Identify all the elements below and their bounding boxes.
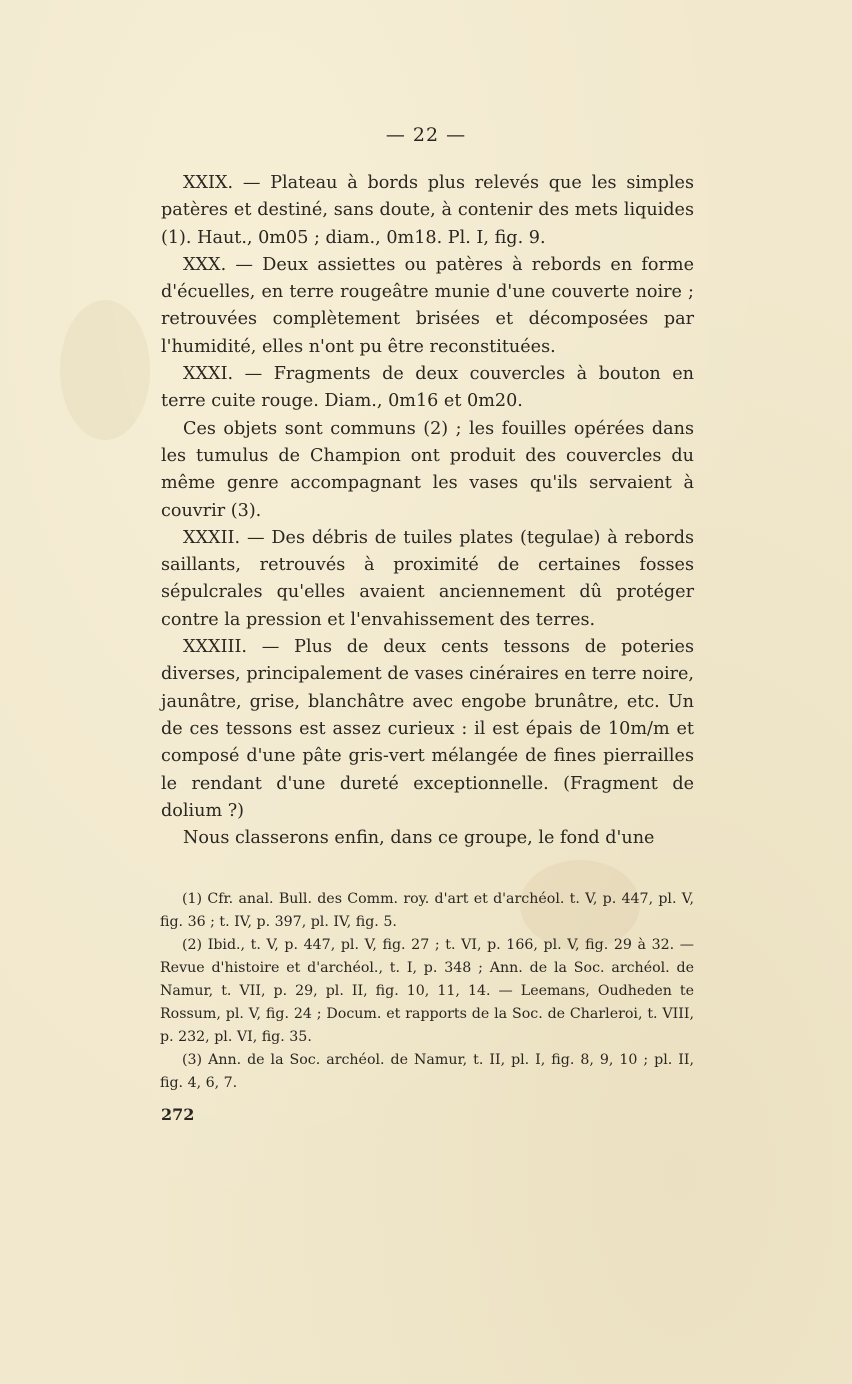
running-head: — 22 — (385, 124, 467, 146)
footnote-1-text: (1) Cfr. anal. Bull. des Comm. roy. d'art et d'archéol. t. V, p. 447, pl. V, fig. 36 ; t. IV, p. 397, pl. IV, fig. 5. (160, 891, 694, 930)
paragraph-objets: Ces objets sont communs (2) ; les fouilles opérées dans les tumulus de Champion ont produit des couvercles du même genre accompagnant les vases qu'ils servaient à couvrir (3). (161, 418, 694, 521)
paragraph-nous: Nous classerons enfin, dans ce groupe, le fond d'une (183, 828, 655, 849)
paper-stain (60, 300, 150, 440)
paragraph-xxxi: XXXI. — Fragments de deux couvercles à bouton en terre cuite rouge. Diam., 0m16 et 0m20. (161, 364, 694, 412)
signature-mark: 272 (161, 1105, 195, 1124)
paragraph-xxxiii: XXXIII. — Plus de deux cents tessons de poteries diverses, principalement de vases cinéraires en terre noire, jaunâtre, grise, blanchâtre avec engobe brunâtre, etc. Un de ces tessons est assez curieux : il est épais de 10m/m et composé d'une pâte gris-vert mélangée de fines pierrailles le rendant d'une dureté exceptionnelle. (Fragment de dolium ?) (161, 637, 694, 821)
paragraph-xxx: XXX. — Deux assiettes ou patères à rebords en forme d'écuelles, en terre rougeâtre munie d'une couverte noire ; retrouvées complètement brisées et décomposées par l'humidité, elles n'ont pu être reconstituées. (161, 254, 694, 357)
footnote-1 (160, 888, 694, 934)
footnote-3 (160, 1049, 694, 1095)
paragraph-xxix: XXIX. — Plateau à bords plus relevés que les simples patères et destiné, sans doute, à contenir des mets liquides (1). Haut., 0m05 ; diam., 0m18. Pl. I, fig. 9. (161, 173, 694, 248)
footnote-2-text: (2) Ibid., t. V, p. 447, pl. V, fig. 27 ; t. VI, p. 166, pl. V, fig. 29 à 32. — Revue d'histoire et d'archéol., t. I, p. 348 ; Ann. de la Soc. archéol. de Namur, t. VII, p. 29, pl. II, fig. 10, 11, 14. — Leemans, Oudheden te Rossum, pl. V, fig. 24 ; Docum. et rapports de la Soc. de Charleroi, t. VIII, p. 232, pl. VI, fig. 35. (160, 937, 694, 1045)
footnote-3-text: (3) Ann. de la Soc. archéol. de Namur, t. II, pl. I, fig. 8, 9, 10 ; pl. II, fig. 4, 6, 7. (160, 1052, 694, 1091)
footnote-2 (160, 934, 694, 1049)
paragraph-xxxii: XXXII. — Des débris de tuiles plates (tegulae) à rebords saillants, retrouvés à proximité de certaines fosses sépulcrales qu'elles avaient anciennement dû protéger contre la pression et l'envahissement des terres. (161, 527, 694, 630)
body-text (161, 170, 694, 852)
